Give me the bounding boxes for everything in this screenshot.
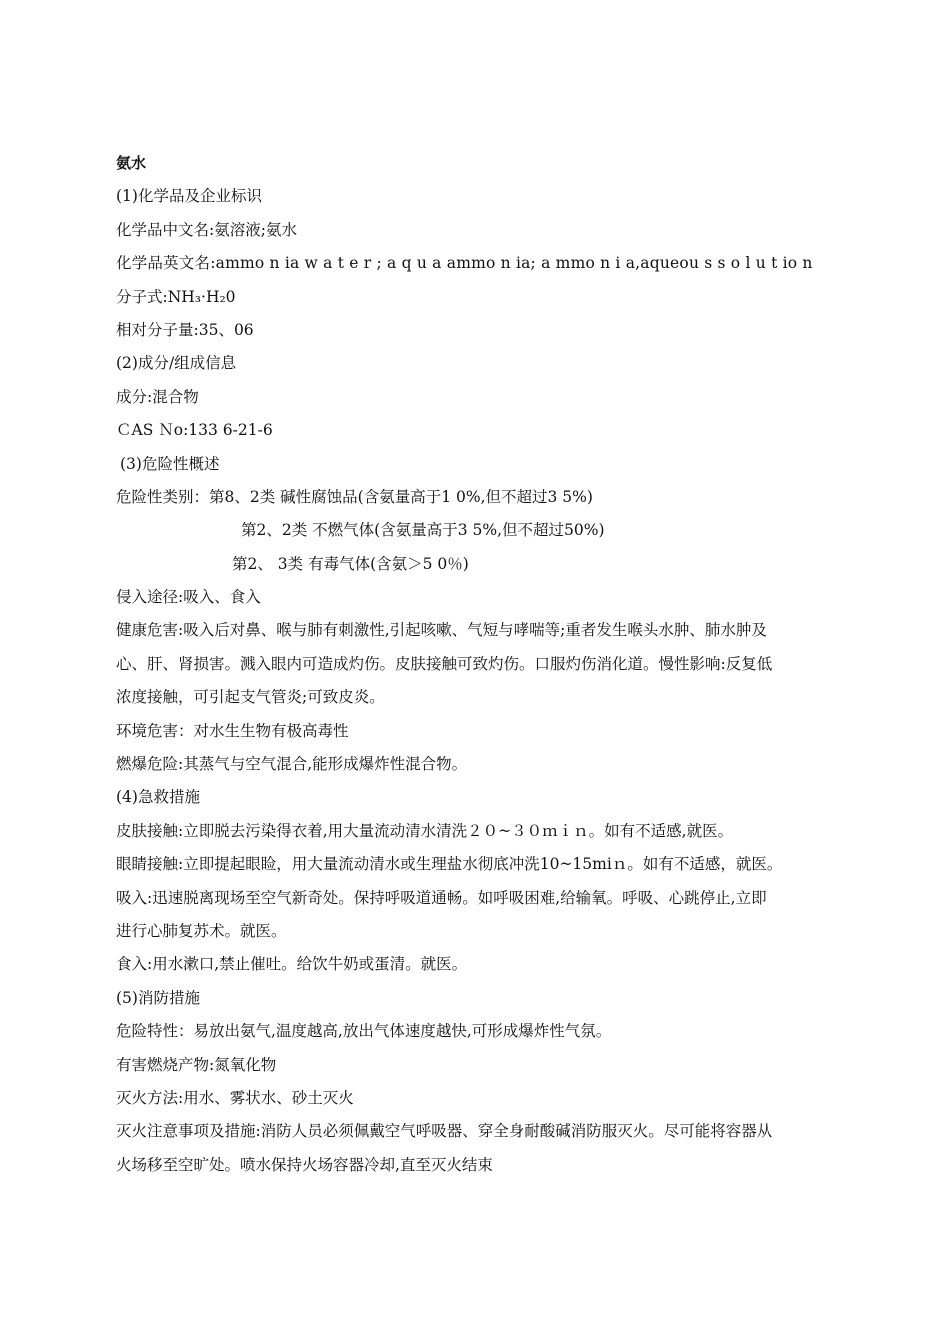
text-line: 有害燃烧产物:氮氧化物 [116, 1055, 277, 1074]
section-heading: (1)化学品及企业标识 [116, 187, 262, 206]
text-line: 眼睛接触:立即提起眼睑，用大量流动清水或生理盐水彻底冲洗10~15miｎ。如有不适感，就医。 [116, 855, 783, 874]
text-line: 化学品中文名:氨溶液;氨水 [116, 220, 297, 239]
text-line: 吸入:迅速脱离现场至空气新奇处。保持呼吸道通畅。如呼吸困难,给输氧。呼吸、心跳停止,立即 [116, 888, 767, 907]
text-line: 侵入途径:吸入、食入 [116, 588, 261, 607]
text-line: 燃爆危险:其蒸气与空气混合,能形成爆炸性混合物。 [116, 755, 468, 774]
text-line: 第2、2类 不燃气体(含氨量高于3 5%,但不超过50%) [241, 521, 605, 540]
text-line: ＣAS Ｎo:133 6-21-6 [116, 421, 273, 440]
text-line: 化学品英文名:ammo n ia w a t e r ; a q u a ammo n ia; a mmo n i a,aqueou s s o l u t io n [116, 254, 813, 273]
text-line: 进行心肺复苏术。就医。 [116, 921, 287, 940]
section-heading: (2)成分/组成信息 [116, 354, 237, 373]
text-line: 灭火注意事项及措施:消防人员必须佩戴空气呼吸器、穿全身耐酸碱消防服灭火。尽可能将容器从 [116, 1122, 773, 1141]
document-body [116, 147, 844, 1182]
text-line: 食入:用水漱口,禁止催吐。给饮牛奶或蛋清。就医。 [116, 955, 468, 974]
document-title: 氨水 [116, 154, 147, 172]
text-line: 浓度接触，可引起支气管炎;可致皮炎。 [116, 688, 385, 707]
text-line: 健康危害:吸入后对鼻、喉与肺有刺激性,引起咳嗽、气短与哮喘等;重者发生喉头水肿、肺水肿及 [116, 621, 767, 640]
text-line: 环境危害：对水生生物有极高毒性 [116, 721, 349, 740]
text-line: 皮肤接触:立即脱去污染得衣着,用大量流动清水清洗２０~３０ｍｉｎ。如有不适感,就医。 [116, 821, 734, 840]
section-heading: (4)急救措施 [116, 788, 200, 807]
text-line: 灭火方法:用水、雾状水、砂土灭火 [116, 1088, 354, 1107]
text-line: 心、肝、肾损害。溅入眼内可造成灼伤。皮肤接触可致灼伤。口服灼伤消化道。慢性影响:反复低 [116, 654, 773, 673]
text-line: 相对分子量:35、06 [116, 320, 254, 339]
text-line: 危险性类别：第8、2类 碱性腐蚀品(含氨量高于1 0%,但不超过3 5%) [116, 487, 593, 506]
text-line: 成分:混合物 [116, 387, 199, 406]
text-line: 火场移至空旷处。喷水保持火场容器冷却,直至灭火结束 [116, 1155, 493, 1174]
text-line: 分子式:NH₃·H₂0 [116, 287, 236, 306]
text-line: 危险特性：易放出氨气,温度越高,放出气体速度越快,可形成爆炸性气氛。 [116, 1022, 612, 1041]
section-heading: (5)消防措施 [116, 988, 200, 1007]
section-heading: (3)危险性概述 [120, 454, 220, 473]
text-line: 第2、 3类 有毒气体(含氨＞5 0％) [232, 554, 469, 573]
